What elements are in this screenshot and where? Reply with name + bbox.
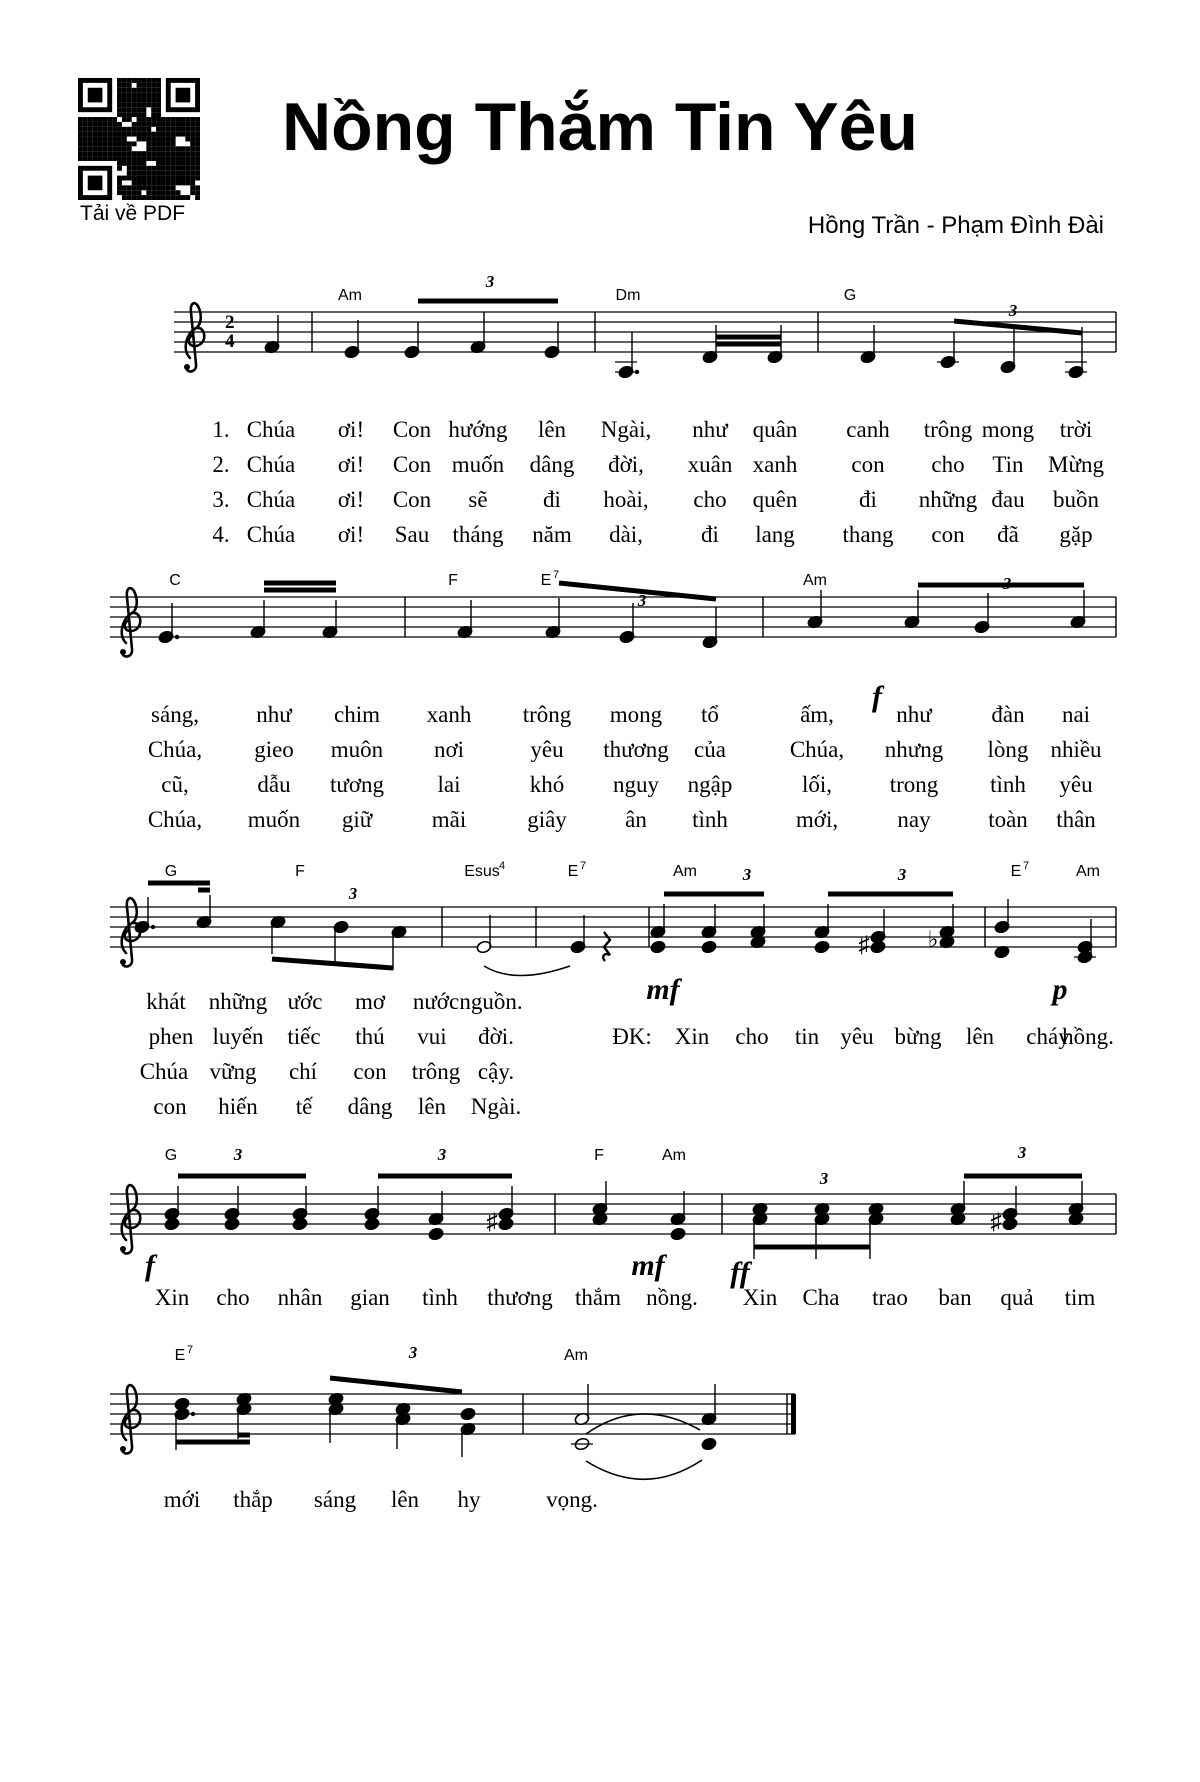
lyric-word: gian	[350, 1285, 390, 1310]
lyric-word: nhân	[277, 1285, 323, 1310]
lyric-word: đi	[859, 487, 877, 512]
lyric-word: cho	[735, 1024, 769, 1049]
lyric-word: yêu	[530, 737, 564, 762]
lyric-word: giữ	[341, 807, 373, 832]
chord-superscript: 4	[499, 860, 506, 872]
dynamic-marking: f	[145, 1249, 155, 1282]
chord-symbol: Am	[1076, 863, 1100, 880]
chord-symbol: Am	[673, 863, 697, 880]
chord-symbol: E	[567, 863, 579, 880]
lyric-word: đau	[991, 487, 1025, 512]
flat-icon: ♭	[927, 927, 939, 952]
lyric-word: gặp	[1059, 522, 1093, 547]
lyric-word: sáng,	[151, 702, 199, 727]
tuplet-number: 3	[819, 1169, 829, 1188]
lyric-word: như	[692, 417, 728, 442]
beam	[272, 959, 393, 968]
lyric-word: lên	[417, 1094, 447, 1119]
lyric-word: trời	[1059, 417, 1093, 442]
lyric-word: lên	[537, 417, 567, 442]
lyric-word: sáng	[313, 1487, 357, 1512]
lyric-word: canh	[846, 417, 890, 442]
lyric-word: yêu	[840, 1024, 874, 1049]
lyric-word: Con	[392, 452, 432, 477]
lyric-word: những	[918, 487, 978, 512]
lyric-word: nhiều	[1050, 737, 1102, 762]
lyric-word: mơ	[354, 989, 386, 1014]
lyric-word: như	[256, 702, 292, 727]
note-head	[428, 1227, 444, 1241]
sharp-icon: ♯	[486, 1209, 498, 1234]
lyric-word: Cha	[802, 1285, 840, 1310]
treble-clef-icon	[120, 1385, 140, 1453]
lyric-word: dâng	[529, 452, 575, 477]
lyric-word: thang	[842, 522, 894, 547]
lyric-word: muôn	[330, 737, 384, 762]
lyric-word: lên	[965, 1024, 995, 1049]
lyric-word: Tin	[992, 452, 1024, 477]
dynamic-marking: f	[872, 680, 882, 713]
dynamic-marking: mf	[646, 973, 680, 1006]
lyric-word: Chúa,	[147, 807, 203, 832]
lyric-word: ấm,	[800, 702, 834, 727]
lyric-word: ban	[938, 1285, 972, 1310]
lyric-word: vọng.	[546, 1487, 598, 1512]
tuplet-number: 3	[1017, 1143, 1027, 1162]
lyric-word: Chúa	[246, 452, 296, 477]
chord-symbol: G	[843, 287, 857, 304]
lyric-word: hồng.	[1062, 1024, 1114, 1049]
tuplet-number: 3	[897, 865, 907, 884]
lyric-word: đi	[543, 487, 561, 512]
lyric-word: mong	[609, 702, 663, 727]
verse-number: 3.	[212, 487, 230, 512]
chord-symbol: E	[540, 572, 552, 589]
lyric-word: con	[931, 522, 965, 547]
refrain-label: ĐK:	[612, 1024, 652, 1049]
staff-system-3	[110, 898, 1116, 966]
tie	[586, 1460, 702, 1479]
lyric-word: lai	[437, 772, 461, 797]
lyric-word: tế	[295, 1094, 313, 1119]
time-signature-top: 2	[225, 312, 235, 333]
note-head	[164, 1217, 180, 1231]
note-head	[701, 1437, 717, 1451]
lyric-word: xuân	[687, 452, 733, 477]
lyric-word: hiến	[218, 1094, 258, 1119]
lyric-word: ơi!	[337, 487, 365, 512]
song-title: Nồng Thắm Tin Yêu	[282, 89, 918, 165]
tuplet-number: 3	[1008, 301, 1018, 320]
lyric-word: tim	[1064, 1285, 1096, 1310]
lyric-word: ân	[625, 807, 647, 832]
lyric-word: yêu	[1059, 772, 1093, 797]
lyric-word: bừng	[894, 1024, 942, 1049]
lyric-word: Con	[392, 417, 432, 442]
lyric-word: lang	[755, 522, 795, 547]
chord-symbol: Dm	[615, 287, 641, 304]
lyric-word: khó	[529, 772, 565, 797]
beam	[954, 321, 1082, 333]
chord-symbol: Esus	[464, 863, 500, 880]
lyric-word: thương	[487, 1285, 553, 1310]
lyric-word: lối,	[801, 772, 833, 797]
download-pdf-link[interactable]: Tải về PDF	[80, 202, 186, 225]
sharp-icon: ♯	[990, 1209, 1002, 1234]
chord-symbol: G	[164, 863, 178, 880]
lyric-word: ơi!	[337, 452, 365, 477]
lyric-word: nay	[897, 807, 931, 832]
lyric-word: tình	[990, 772, 1026, 797]
lyric-word: buồn	[1053, 487, 1099, 512]
lyric-word: mới	[163, 1487, 201, 1512]
lyric-word: gieo	[254, 737, 294, 762]
lyric-word: toàn	[988, 807, 1028, 832]
dot	[175, 635, 179, 639]
lyric-word: như	[896, 702, 932, 727]
tie	[484, 966, 570, 976]
tuplet-number: 3	[485, 272, 495, 291]
lyric-word: hoài,	[603, 487, 649, 512]
chord-symbol: E	[1010, 863, 1022, 880]
verse-number: 4.	[212, 522, 230, 547]
lyric-word: trong	[889, 772, 939, 797]
lyric-word: Xin	[154, 1285, 190, 1310]
lyric-word: sẽ	[468, 487, 488, 512]
beam	[330, 1378, 462, 1392]
note-head	[870, 940, 886, 954]
note-head	[701, 940, 717, 954]
lyric-word: Ngài.	[470, 1094, 522, 1119]
lyric-word: Con	[392, 487, 432, 512]
lyric-word: những	[208, 989, 268, 1014]
lyric-word: quả	[1000, 1285, 1034, 1310]
lyric-word: hướng	[448, 417, 508, 442]
chord-symbol: F	[295, 863, 305, 880]
lyric-word: mới,	[795, 807, 839, 832]
lyric-word: Sau	[394, 522, 430, 547]
lyric-word: nguồn.	[459, 989, 523, 1014]
verse-number: 1.	[212, 417, 230, 442]
lyric-word: hy	[457, 1487, 481, 1512]
lyric-word: cũ,	[161, 772, 189, 797]
note-head	[670, 1227, 686, 1241]
time-signature-bottom: 4	[225, 331, 235, 352]
lyric-word: tương	[329, 772, 385, 797]
chord-symbol: F	[594, 1147, 604, 1164]
lyric-word: đời,	[608, 452, 644, 477]
lyric-word: năm	[532, 522, 572, 547]
lyric-word: cho	[931, 452, 965, 477]
staff-system-1	[174, 303, 1116, 371]
lyric-word: vững	[209, 1059, 257, 1084]
lyric-word: đã	[997, 522, 1019, 547]
tuplet-number: 3	[742, 865, 752, 884]
lyric-word: tháng	[452, 522, 504, 547]
dynamic-marking: p	[1052, 973, 1068, 1006]
lyric-word: xanh	[752, 452, 798, 477]
lyric-word: chí	[288, 1059, 318, 1084]
sharp-icon: ♯	[858, 932, 870, 957]
lyric-word: nơi	[433, 737, 465, 762]
lyric-word: muốn	[247, 807, 301, 832]
lyric-word: chim	[334, 702, 380, 727]
lyric-word: đàn	[991, 702, 1025, 727]
note-head	[174, 1397, 190, 1411]
lyric-word: nồng.	[646, 1285, 698, 1310]
treble-clef-icon	[184, 303, 204, 371]
lyric-word: xanh	[426, 702, 472, 727]
tuplet-number: 3	[1002, 574, 1012, 593]
chord-symbol: Am	[803, 572, 827, 589]
lyric-word: ơi!	[337, 417, 365, 442]
chord-symbol: Am	[564, 1347, 588, 1364]
dynamic-marking: mf	[631, 1249, 665, 1282]
lyric-word: Chúa,	[789, 737, 845, 762]
lyric-word: vui	[417, 1024, 447, 1049]
lyric-word: ơi!	[337, 522, 365, 547]
lyric-word: Mừng	[1048, 452, 1104, 477]
tuplet-number: 3	[408, 1343, 418, 1362]
lyric-word: ước	[287, 989, 323, 1014]
lyric-word: con	[153, 1094, 187, 1119]
chord-superscript: 7	[187, 1344, 194, 1356]
lyric-word: trông	[923, 417, 973, 442]
lyric-word: lên	[390, 1487, 420, 1512]
chord-symbol: Am	[662, 1147, 686, 1164]
lyric-word: dẫu	[257, 772, 291, 797]
lyric-word: khát	[146, 989, 186, 1014]
lyric-word: quên	[752, 487, 798, 512]
lyric-word: luyến	[212, 1024, 264, 1049]
tuplet-number: 3	[233, 1145, 243, 1164]
lyric-word: giây	[527, 807, 567, 832]
lyric-word: tổ	[701, 702, 719, 727]
lyric-word: thân	[1056, 807, 1096, 832]
chord-superscript: 7	[580, 860, 587, 872]
lyric-word: cho	[693, 487, 727, 512]
chord-symbol: Am	[338, 287, 362, 304]
lyric-word: dâng	[347, 1094, 393, 1119]
chord-symbol: E	[174, 1347, 186, 1364]
tuplet-number: 3	[348, 884, 358, 903]
chord-superscript: 7	[1023, 860, 1030, 872]
lyric-word: muốn	[451, 452, 505, 477]
lyric-word: lòng	[987, 737, 1029, 762]
tuplet-number: 3	[637, 591, 647, 610]
lyric-word: cháy	[1026, 1024, 1070, 1049]
lyric-word: nguy	[613, 772, 659, 797]
lyric-word: tin	[794, 1024, 820, 1049]
treble-clef-icon	[120, 588, 140, 656]
note-head	[498, 1217, 514, 1231]
lyric-word: đi	[701, 522, 719, 547]
lyric-word: ngập	[687, 772, 733, 797]
note-head	[292, 1217, 308, 1231]
lyric-word: thương	[603, 737, 669, 762]
lyric-word: đời.	[478, 1024, 514, 1049]
lyric-word: con	[353, 1059, 387, 1084]
lyric-word: Xin	[674, 1024, 710, 1049]
lyric-word: mãi	[431, 807, 467, 832]
lyric-word: Chúa	[139, 1059, 189, 1084]
note-head	[814, 940, 830, 954]
lyric-word: thắp	[233, 1487, 273, 1512]
lyric-word: trông	[411, 1059, 461, 1084]
note-head	[364, 1217, 380, 1231]
lyric-word: của	[694, 737, 726, 762]
lyric-word: tình	[422, 1285, 458, 1310]
lyric-word: thú	[355, 1024, 385, 1049]
lyric-word: Chúa	[246, 417, 296, 442]
note-head	[224, 1217, 240, 1231]
tuplet-number: 3	[437, 1145, 447, 1164]
chord-symbol: F	[448, 572, 458, 589]
lyric-word: nai	[1061, 702, 1091, 727]
dot	[635, 370, 639, 374]
lyric-word: cậy.	[477, 1059, 515, 1084]
chord-symbol: G	[164, 1147, 178, 1164]
note-head	[1002, 1217, 1018, 1231]
lyric-word: Ngài,	[600, 417, 652, 442]
chord-symbol: C	[169, 572, 181, 589]
verse-number: 2.	[212, 452, 230, 477]
lyric-word: nước	[412, 989, 460, 1014]
lyric-word: trông	[522, 702, 572, 727]
lyric-word: nhưng	[884, 737, 944, 762]
lyric-word: tiếc	[287, 1024, 321, 1049]
lyric-word: con	[851, 452, 885, 477]
treble-clef-icon	[120, 898, 140, 966]
lyric-word: phen	[148, 1024, 194, 1049]
staff-system-2	[110, 588, 1116, 656]
composer-credit: Hồng Trần - Phạm Đình Đài	[807, 212, 1104, 239]
chord-superscript: 7	[553, 569, 560, 581]
lyric-word: Chúa	[246, 487, 296, 512]
lyric-word: Chúa	[246, 522, 296, 547]
final-barline	[791, 1394, 796, 1434]
lyric-word: cho	[216, 1285, 250, 1310]
dot	[151, 925, 155, 929]
lyric-word: thắm	[575, 1285, 621, 1310]
lyric-word: tình	[692, 807, 728, 832]
note-head	[460, 1407, 476, 1421]
note-head	[650, 940, 666, 954]
lyric-word: dài,	[609, 522, 643, 547]
lyric-word: Chúa,	[147, 737, 203, 762]
lyric-word: Xin	[742, 1285, 778, 1310]
treble-clef-icon	[120, 1185, 140, 1253]
dot	[191, 1412, 195, 1416]
lyric-word: trao	[872, 1285, 908, 1310]
lyric-word: mong	[981, 417, 1035, 442]
lyric-word: quân	[752, 417, 798, 442]
dynamic-marking: ff	[730, 1256, 750, 1289]
